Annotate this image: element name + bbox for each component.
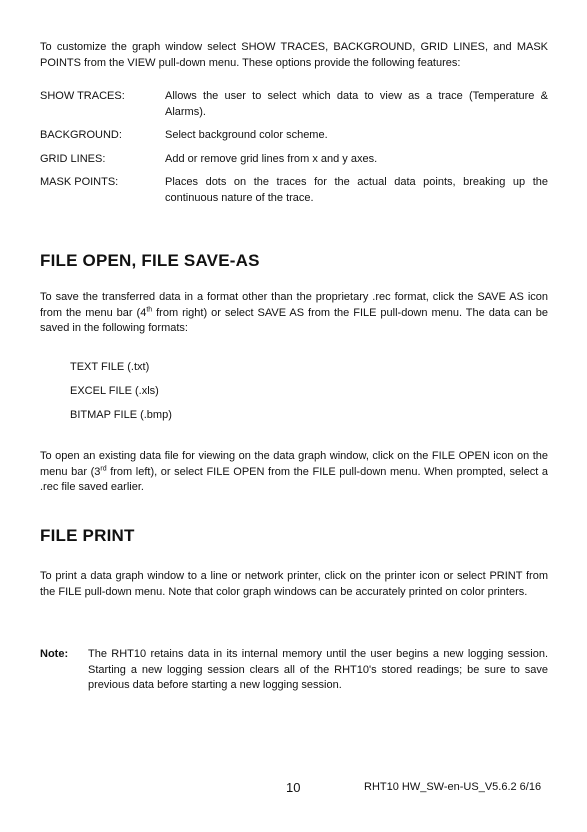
text-run: from right) or select SAVE AS from the FILE pull-down menu. The data can be saved in the following formats: xyxy=(40,306,548,334)
text-run: To save the transferred data in a format other than the proprietary .rec format, click the SAVE AS icon from the menu bar (4 xyxy=(40,291,548,319)
file-print-paragraph: To print a data graph window to a line or network printer, click on the printer icon or select PRINT from the FILE pull-down menu. Note that color graph windows can be accurately printed on color printers. xyxy=(40,570,548,598)
option-term: BACKGROUND: xyxy=(40,129,122,141)
option-term: GRID LINES: xyxy=(40,152,106,165)
file-open-paragraph xyxy=(40,449,548,496)
view-option-row xyxy=(40,175,548,206)
view-options-list xyxy=(40,89,548,214)
option-description: Add or remove grid lines from x and y axes. xyxy=(165,152,378,165)
option-description: Select background color scheme. xyxy=(165,129,328,141)
format-list xyxy=(70,355,172,427)
option-term: SHOW TRACES: xyxy=(40,90,125,102)
format-item: BITMAP FILE (.bmp) xyxy=(70,409,172,421)
text-run: To open an existing data file for viewing on the data graph window, click on the FILE OPEN icon on the menu bar (3 xyxy=(40,450,548,478)
option-description: Places dots on the traces for the actual data points, breaking up the continuous nature of the trace. xyxy=(165,176,548,204)
view-option-row xyxy=(40,152,548,168)
note-block xyxy=(40,647,548,694)
format-item: EXCEL FILE (.xls) xyxy=(70,385,159,397)
intro-paragraph: To customize the graph window select SHOW TRACES, BACKGROUND, GRID LINES, and MASK POINTS from the VIEW pull-down menu. These options provide the following features: xyxy=(40,41,548,69)
section-heading-file-print: FILE PRINT xyxy=(40,526,135,545)
section-heading-file-open-save: FILE OPEN, FILE SAVE-AS xyxy=(40,251,260,270)
note-label: Note: xyxy=(40,648,69,660)
page-number: 10 xyxy=(286,780,301,795)
option-description: Allows the user to select which data to view as a trace (Temperature & Alarms). xyxy=(165,90,548,118)
view-option-row xyxy=(40,128,548,144)
document-code: RHT10 HW_SW-en-US_V5.6.2 6/16 xyxy=(364,781,542,793)
ordinal-suffix: th xyxy=(146,305,153,313)
option-term: MASK POINTS: xyxy=(40,176,119,188)
view-option-row xyxy=(40,89,548,120)
ordinal-suffix: rd xyxy=(100,464,107,472)
save-as-paragraph xyxy=(40,290,548,337)
format-item: TEXT FILE (.txt) xyxy=(70,361,150,373)
text-run: from left), or select FILE OPEN from the FILE pull-down menu. When prompted, select a .rec file saved earlier. xyxy=(40,465,548,493)
note-text: The RHT10 retains data in its internal memory until the user begins a new logging session. Starting a new logging session clears all of the RHT10's stored readings; be sure to save previous data before starting a new logging session. xyxy=(88,648,548,691)
